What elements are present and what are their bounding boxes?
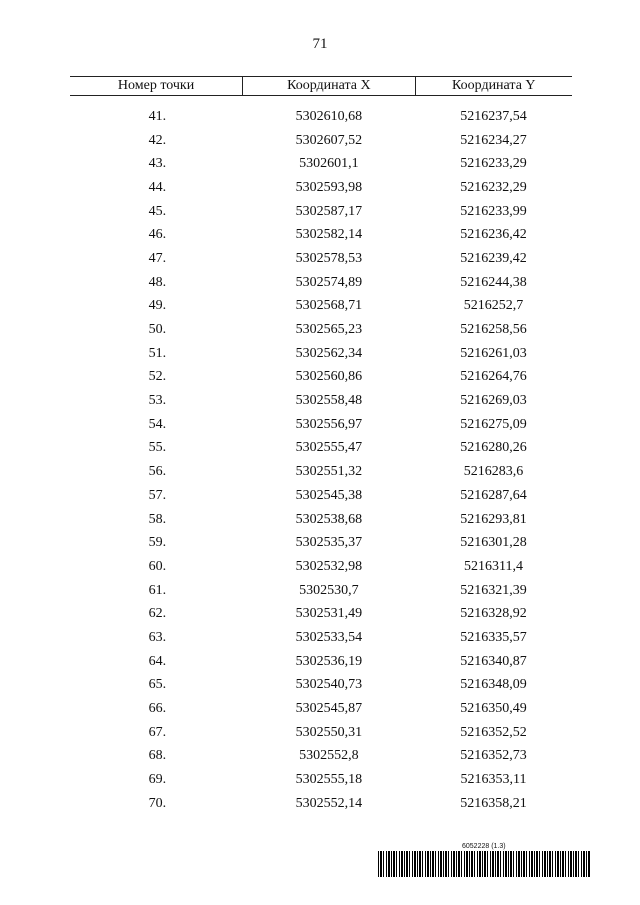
- header-point-number: Номер точки: [70, 77, 243, 96]
- table-row: [70, 792, 572, 816]
- cell-coordinate-y: 5216269,03: [460, 393, 527, 409]
- cell-coordinate-x: 5302538,68: [295, 511, 363, 527]
- cell-point-number: 59.: [148, 535, 167, 551]
- cell-coordinate-x: 5302530,7: [299, 582, 359, 598]
- table-spacer: [70, 96, 572, 106]
- table-row: [70, 271, 572, 295]
- cell-coordinate-y: 5216350,49: [460, 701, 527, 717]
- table-header-row: [70, 77, 572, 96]
- table-row: [70, 389, 572, 413]
- cell-coordinate-x: 5302562,34: [295, 345, 363, 361]
- cell-coordinate-x: 5302545,38: [295, 487, 363, 503]
- cell-coordinate-y: 5216236,42: [460, 227, 527, 243]
- cell-coordinate-y: 5216252,7: [463, 298, 524, 314]
- cell-coordinate-x: 5302533,54: [295, 629, 363, 645]
- cell-point-number: 60.: [148, 558, 167, 574]
- cell-coordinate-x: 5302587,17: [295, 203, 363, 219]
- cell-coordinate-x: 5302593,98: [295, 179, 363, 195]
- cell-point-number: 53.: [148, 393, 167, 409]
- cell-coordinate-y: 5216280,26: [460, 440, 527, 456]
- cell-point-number: 66.: [148, 701, 167, 717]
- cell-coordinate-y: 5216233,29: [460, 156, 527, 172]
- cell-coordinate-x: 5302610,68: [295, 108, 363, 124]
- cell-coordinate-x: 5302556,97: [295, 416, 363, 432]
- table-row: [70, 342, 572, 366]
- cell-coordinate-y: 5216232,29: [460, 179, 527, 195]
- table-row: [70, 366, 572, 390]
- table-row: [70, 721, 572, 745]
- table-row: [70, 437, 572, 461]
- cell-point-number: 48.: [148, 274, 167, 290]
- cell-coordinate-y: 5216301,28: [460, 535, 527, 551]
- table-row: [70, 531, 572, 555]
- table-row: [70, 176, 572, 200]
- table-row: [70, 105, 572, 129]
- cell-coordinate-x: 5302574,89: [295, 274, 363, 290]
- cell-coordinate-x: 5302536,19: [295, 653, 363, 669]
- table-row: [70, 295, 572, 319]
- table-row: [70, 318, 572, 342]
- cell-point-number: 45.: [148, 203, 167, 219]
- cell-coordinate-y: 5216275,09: [460, 416, 527, 432]
- table-row: [70, 484, 572, 508]
- cell-coordinate-y: 5216234,27: [460, 132, 527, 148]
- cell-coordinate-y: 5216340,87: [460, 653, 527, 669]
- cell-coordinate-x: 5302607,52: [295, 132, 363, 148]
- cell-point-number: 51.: [148, 345, 167, 361]
- cell-coordinate-x: 5302532,98: [295, 558, 363, 574]
- cell-coordinate-y: 5216328,92: [460, 606, 527, 622]
- cell-coordinate-y: 5216311,4: [464, 558, 523, 574]
- cell-point-number: 63.: [148, 629, 167, 645]
- table-row: [70, 152, 572, 176]
- cell-coordinate-x: 5302578,53: [295, 250, 363, 266]
- header-coordinate-x: Координата X: [243, 77, 415, 96]
- cell-coordinate-x: 5302601,1: [299, 156, 359, 172]
- cell-coordinate-y: 5216352,52: [460, 724, 527, 740]
- cell-coordinate-x: 5302552,8: [299, 748, 359, 764]
- cell-point-number: 57.: [148, 487, 167, 503]
- cell-coordinate-x: 5302555,47: [295, 440, 363, 456]
- cell-point-number: 44.: [148, 179, 167, 195]
- cell-point-number: 56.: [148, 464, 167, 480]
- cell-coordinate-y: 5216293,81: [460, 511, 527, 527]
- table-row: [70, 650, 572, 674]
- cell-coordinate-y: 5216348,09: [460, 677, 527, 693]
- cell-coordinate-y: 5216233,99: [460, 203, 527, 219]
- cell-coordinate-x: 5302555,18: [295, 772, 363, 788]
- cell-point-number: 69.: [148, 772, 167, 788]
- table-row: [70, 508, 572, 532]
- cell-point-number: 70.: [148, 795, 167, 811]
- table-row: [70, 626, 572, 650]
- cell-coordinate-x: 5302560,86: [295, 369, 363, 385]
- cell-point-number: 49.: [148, 298, 167, 314]
- cell-point-number: 42.: [148, 132, 167, 148]
- table-row: [70, 745, 572, 769]
- cell-coordinate-x: 5302558,48: [295, 393, 363, 409]
- header-coordinate-y: Координата Y: [415, 77, 572, 96]
- cell-point-number: 50.: [148, 322, 167, 338]
- cell-coordinate-y: 5216244,38: [460, 274, 527, 290]
- barcode-block: [378, 843, 590, 877]
- table-row: [70, 555, 572, 579]
- table-row: [70, 579, 572, 603]
- cell-point-number: 65.: [148, 677, 167, 693]
- cell-point-number: 58.: [148, 511, 167, 527]
- cell-point-number: 41.: [148, 108, 167, 124]
- cell-coordinate-x: 5302531,49: [295, 606, 363, 622]
- cell-coordinate-y: 5216261,03: [460, 345, 527, 361]
- cell-point-number: 55.: [148, 440, 167, 456]
- table-row: [70, 129, 572, 153]
- cell-coordinate-y: 5216353,11: [460, 772, 527, 788]
- cell-coordinate-y: 5216358,21: [460, 795, 527, 811]
- cell-coordinate-x: 5302550,31: [295, 724, 363, 740]
- cell-coordinate-y: 5216287,64: [460, 487, 527, 503]
- table-row: [70, 460, 572, 484]
- cell-point-number: 47.: [148, 250, 167, 266]
- table-row: [70, 768, 572, 792]
- cell-point-number: 61.: [148, 582, 167, 598]
- cell-point-number: 54.: [148, 416, 167, 432]
- page-number: 71: [312, 36, 328, 52]
- cell-coordinate-y: 5216335,57: [460, 629, 527, 645]
- cell-coordinate-x: 5302565,23: [295, 322, 363, 338]
- table-row: [70, 223, 572, 247]
- cell-coordinate-y: 5216237,54: [460, 108, 527, 124]
- cell-coordinate-y: 5216352,73: [460, 748, 527, 764]
- table-row: [70, 674, 572, 698]
- cell-point-number: 46.: [148, 227, 167, 243]
- barcode-graphic: [378, 851, 590, 877]
- coordinates-table: [70, 76, 572, 816]
- cell-point-number: 62.: [148, 606, 167, 622]
- cell-coordinate-x: 5302552,14: [295, 795, 363, 811]
- table-row: [70, 200, 572, 224]
- cell-coordinate-x: 5302568,71: [295, 298, 363, 314]
- cell-point-number: 43.: [148, 156, 167, 172]
- cell-coordinate-y: 5216283,6: [463, 464, 524, 480]
- barcode-code: 6052228 (1.3): [462, 843, 506, 850]
- table-row: [70, 602, 572, 626]
- cell-coordinate-x: 5302551,32: [295, 464, 363, 480]
- cell-coordinate-x: 5302582,14: [295, 227, 363, 243]
- cell-point-number: 52.: [148, 369, 167, 385]
- cell-coordinate-y: 5216239,42: [460, 250, 527, 266]
- cell-coordinate-x: 5302540,73: [295, 677, 363, 693]
- cell-coordinate-y: 5216258,56: [460, 322, 527, 338]
- cell-point-number: 68.: [148, 748, 167, 764]
- cell-coordinate-x: 5302535,37: [295, 535, 363, 551]
- table-row: [70, 247, 572, 271]
- cell-point-number: 64.: [148, 653, 167, 669]
- cell-coordinate-y: 5216264,76: [460, 369, 527, 385]
- cell-coordinate-x: 5302545,87: [295, 701, 363, 717]
- cell-point-number: 67.: [148, 724, 167, 740]
- table-row: [70, 413, 572, 437]
- cell-coordinate-y: 5216321,39: [460, 582, 527, 598]
- table-row: [70, 697, 572, 721]
